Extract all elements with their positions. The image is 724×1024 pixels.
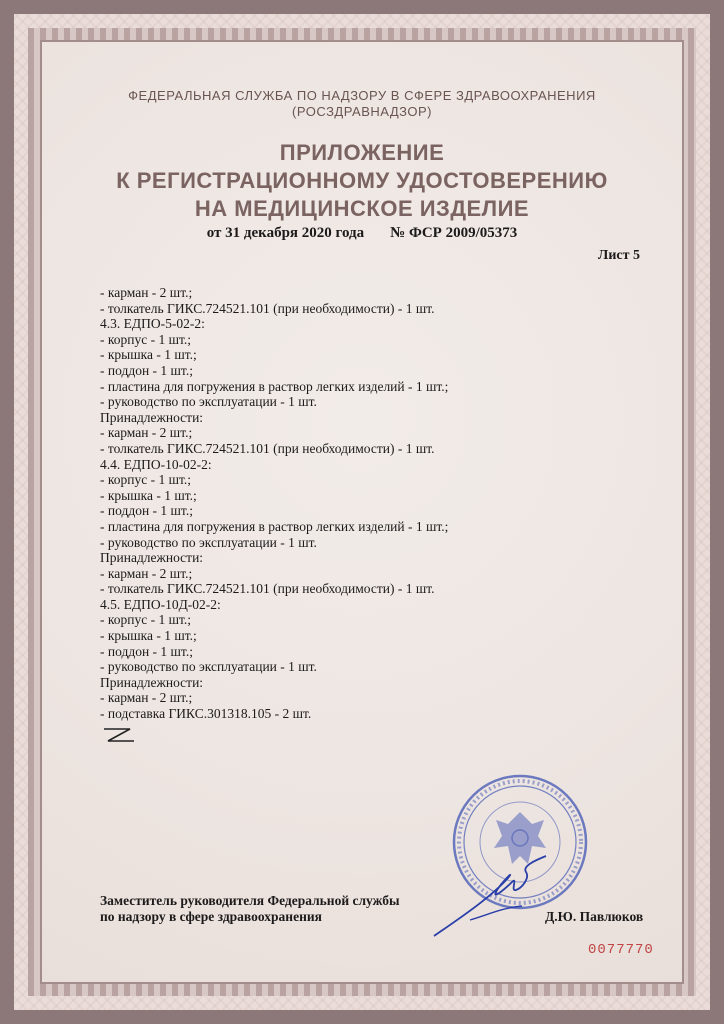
content-line: - поддон - 1 шт.;: [100, 503, 193, 519]
official-title-line-1: Заместитель руководителя Федеральной службы: [100, 893, 400, 908]
content-line: - толкатель ГИКС.724521.101 (при необходимости) - 1 шт.: [100, 300, 435, 316]
agency-abbreviation: (РОСЗДРАВНАДЗОР): [292, 104, 432, 119]
content-line: Принадлежности:: [100, 674, 204, 690]
content-line: 4.3. ЕДПО-5-02-2:: [100, 316, 205, 332]
serial-number: 0077770: [588, 942, 654, 958]
content-line: - руководство по эксплуатации - 1 шт.: [100, 659, 317, 675]
title-line-2: К РЕГИСТРАЦИОННОМУ УДОСТОВЕРЕНИЮ: [116, 168, 608, 193]
content-line: - пластина для погружения в раствор легких изделий - 1 шт.;: [100, 518, 449, 534]
content-line: - руководство по эксплуатации - 1 шт.: [100, 534, 317, 550]
content-line: Принадлежности:: [100, 409, 204, 425]
content-line: - крышка - 1 шт.;: [100, 347, 197, 363]
content-line: - корпус - 1 шт.;: [100, 612, 191, 628]
content-line: - поддон - 1 шт.;: [100, 643, 193, 659]
content-line: - карман - 2 шт.;: [100, 690, 193, 706]
content-line: - крышка - 1 шт.;: [100, 628, 197, 644]
content-line: - толкатель ГИКС.724521.101 (при необходимости) - 1 шт.: [100, 581, 435, 597]
content-line: - карман - 2 шт.;: [100, 425, 193, 441]
title-line-3: НА МЕДИЦИНСКОЕ ИЗДЕЛИЕ: [194, 196, 530, 221]
agency-name: ФЕДЕРАЛЬНАЯ СЛУЖБА ПО НАДЗОРУ В СФЕРЕ ЗДРАВООХРАНЕНИЯ: [128, 88, 596, 103]
sheet-number: Лист 5: [597, 248, 640, 263]
issue-date: от 31 декабря 2020 года: [206, 225, 365, 241]
official-title-line-2: по надзору в сфере здравоохранения: [100, 909, 322, 924]
content-line: - корпус - 1 шт.;: [100, 472, 191, 488]
official-title: [100, 893, 400, 925]
content-line: - карман - 2 шт.;: [100, 565, 193, 581]
content-line: - поддон - 1 шт.;: [100, 362, 193, 378]
content-line: - пластина для погружения в раствор легких изделий - 1 шт.;: [100, 378, 449, 394]
content-line: 4.5. ЕДПО-10Д-02-2:: [100, 596, 221, 612]
signature-icon: [430, 848, 550, 938]
content-line: - толкатель ГИКС.724521.101 (при необходимости) - 1 шт.: [100, 440, 435, 456]
registration-number: № ФСР 2009/05373: [390, 225, 518, 241]
content-line: 4.4. ЕДПО-10-02-2:: [100, 456, 212, 472]
content-line: - карман - 2 шт.;: [100, 285, 193, 300]
content-body: [100, 285, 620, 722]
content-line: - корпус - 1 шт.;: [100, 331, 191, 347]
signer-name: Д.Ю. Павлюков: [545, 909, 644, 924]
date-number-line: [0, 225, 724, 242]
content-line: - подставка ГИКС.301318.105 - 2 шт.: [100, 706, 312, 722]
content-line: - крышка - 1 шт.;: [100, 487, 197, 503]
content-line: - руководство по эксплуатации - 1 шт.: [100, 394, 317, 410]
content-line: Принадлежности:: [100, 550, 204, 566]
title-line-1: ПРИЛОЖЕНИЕ: [279, 140, 445, 165]
end-mark-icon: [100, 725, 140, 745]
